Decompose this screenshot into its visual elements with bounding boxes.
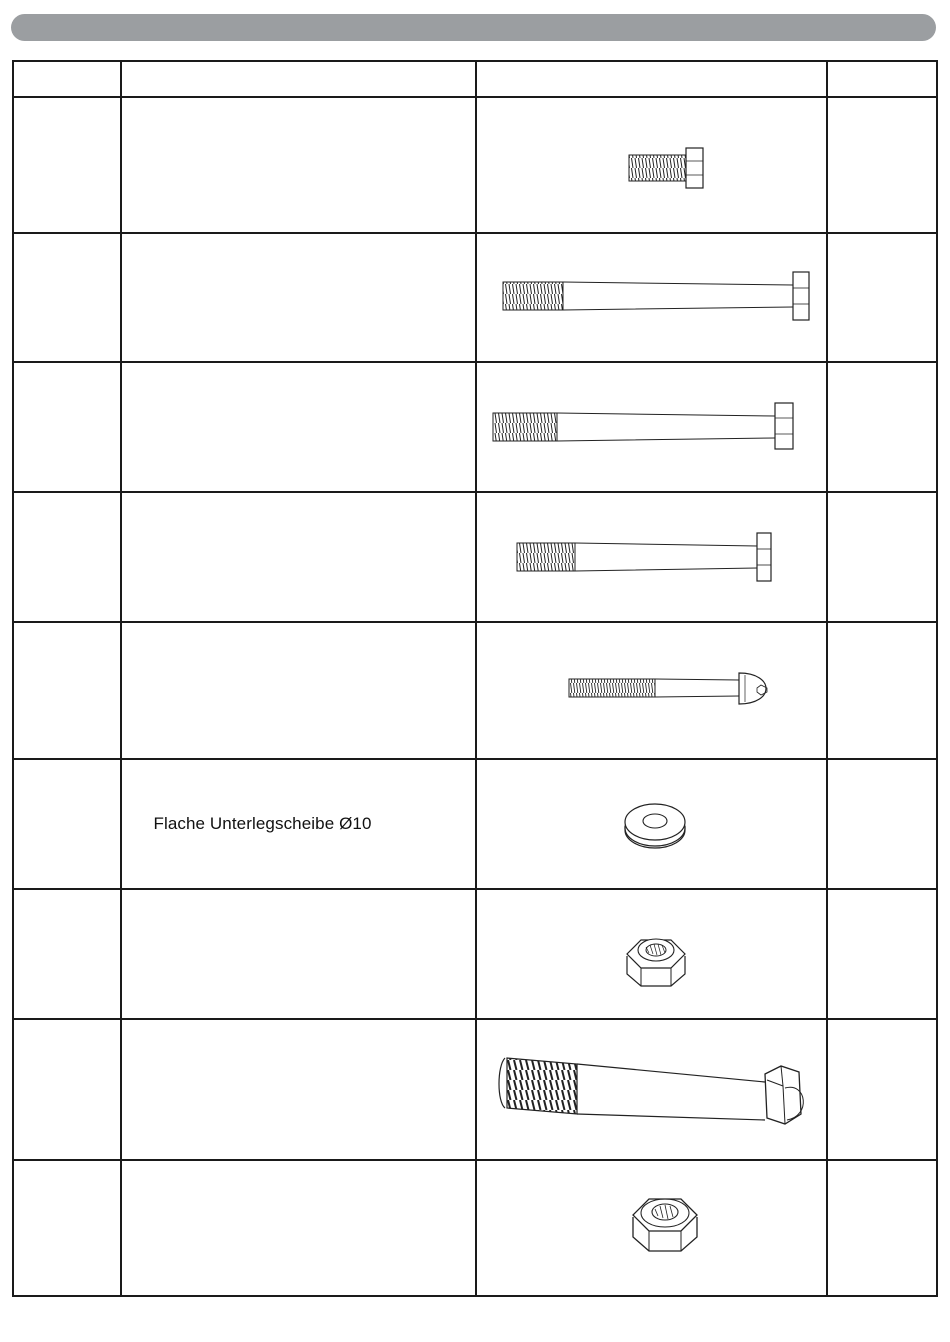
part-description — [121, 233, 476, 362]
part-image-cell — [476, 362, 827, 492]
part-description — [121, 1019, 476, 1160]
part-image-cell — [476, 622, 827, 759]
part-image-cell — [476, 759, 827, 889]
part-number — [13, 97, 121, 233]
header-part-number — [13, 61, 121, 97]
part-image-cell — [476, 1019, 827, 1160]
button-head-bolt-icon — [477, 623, 826, 758]
part-quantity — [827, 492, 937, 622]
table-row — [13, 97, 937, 233]
long-hex-bolt-icon — [477, 234, 826, 361]
table-row — [13, 1019, 937, 1160]
part-description — [121, 622, 476, 759]
part-image-cell — [476, 233, 827, 362]
part-quantity — [827, 97, 937, 233]
table-row — [13, 889, 937, 1019]
part-description — [121, 889, 476, 1019]
table-row — [13, 362, 937, 492]
table-row — [13, 492, 937, 622]
header-quantity — [827, 61, 937, 97]
part-quantity — [827, 622, 937, 759]
part-quantity — [827, 362, 937, 492]
short-hex-bolt-icon — [477, 98, 826, 232]
part-quantity — [827, 233, 937, 362]
part-number — [13, 492, 121, 622]
header-description — [121, 61, 476, 97]
part-number — [13, 759, 121, 889]
table-row — [13, 759, 937, 889]
part-number — [13, 362, 121, 492]
part-image-cell — [476, 1160, 827, 1296]
part-description — [121, 362, 476, 492]
long-hex-bolt-icon — [477, 363, 826, 491]
part-description — [121, 1160, 476, 1296]
part-description — [121, 97, 476, 233]
part-image-cell — [476, 97, 827, 233]
header-image — [476, 61, 827, 97]
part-image-cell — [476, 889, 827, 1019]
part-number — [13, 622, 121, 759]
table-row — [13, 1160, 937, 1296]
part-number — [13, 1160, 121, 1296]
large-lock-nut-icon — [477, 1161, 826, 1295]
part-quantity — [827, 759, 937, 889]
header-banner — [11, 14, 936, 41]
table-row — [13, 233, 937, 362]
table-header-row — [13, 61, 937, 97]
part-description: Flache Unterlegscheibe Ø10 — [121, 759, 476, 889]
part-quantity — [827, 889, 937, 1019]
part-number — [13, 889, 121, 1019]
large-hex-bolt-icon — [477, 1020, 826, 1159]
flat-washer-icon — [477, 760, 826, 888]
nylon-lock-nut-icon — [477, 890, 826, 1018]
part-number — [13, 233, 121, 362]
parts-table — [12, 60, 938, 1297]
part-number — [13, 1019, 121, 1160]
part-quantity — [827, 1019, 937, 1160]
table-row — [13, 622, 937, 759]
part-quantity — [827, 1160, 937, 1296]
part-description — [121, 492, 476, 622]
medium-hex-bolt-icon — [477, 493, 826, 621]
part-image-cell — [476, 492, 827, 622]
